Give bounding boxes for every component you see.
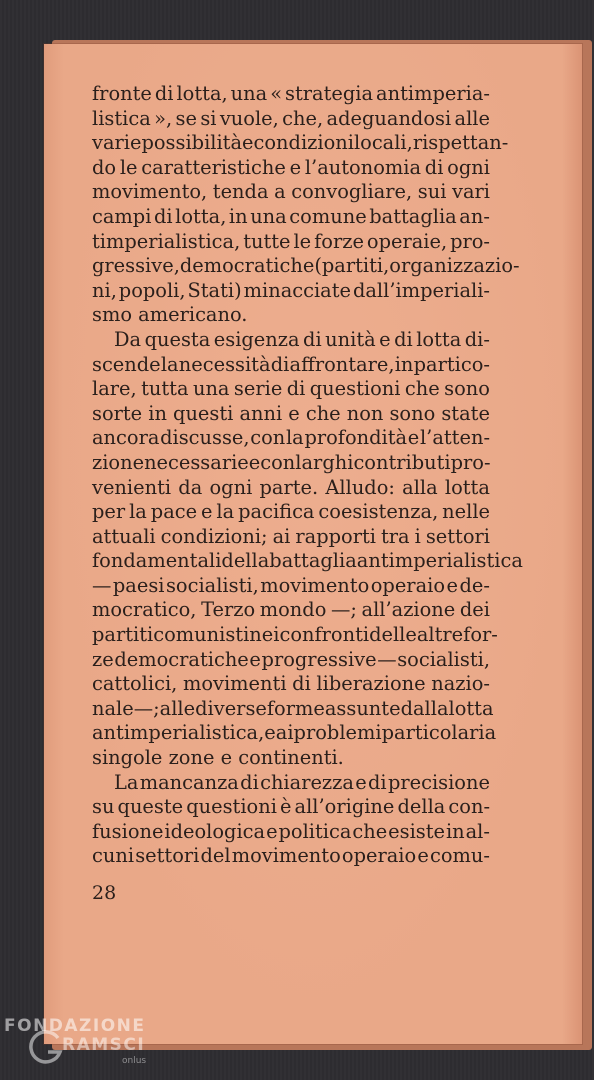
text-line: varie possibilità e condizioni locali, rispettan- [92,131,509,155]
text-line: gressive, democratiche (partiti, organizzazio- [92,254,520,278]
page-number: 28 [92,882,117,904]
text-line: per la pace e la pacifica coesistenza, nelle [92,500,490,524]
watermark-sub: onlus [122,1056,147,1066]
text-line: listica », se si vuole, che, adeguandosi alle [92,106,490,130]
text-line: do le caratteristiche e l’autonomia di ogni [92,155,490,179]
text-line: ze democratiche e progressive — socialisti, [92,647,490,671]
watermark-line1: FONDAZIONE [4,1016,146,1036]
text-line: antimperialistica, e ai problemi particolari a [92,721,497,745]
text-line: movimento, tenda a convogliare, sui vari [92,180,490,204]
text-line: campi di lotta, in una comune battaglia an- [92,204,490,228]
text-line: su queste questioni è all’origine della con- [92,795,490,819]
text-line: sorte in questi anni e che non sono state [92,401,490,425]
text-line: lare, tutta una serie di questioni che sono [92,377,490,401]
watermark-line2: RAMSCI [62,1035,146,1055]
text-line: singole zone e continenti. [92,746,344,770]
text-line: mocratico, Terzo mondo —; all’azione dei [92,598,490,622]
text-line: smo americano. [92,303,248,327]
text-line: nale —; alle diverse forme assunte dalla lotta [92,696,494,720]
text-line: zione necessarie e con larghi contributi pro- [92,450,491,474]
gramsci-g-logo-icon [28,1030,64,1066]
text-line: — paesi socialisti, movimento operaio e de- [92,573,490,597]
text-line: attuali condizioni; ai rapporti tra i settori [92,524,490,548]
text-line: Da questa esigenza di unità e di lotta di- [114,327,490,351]
text-line: scende la necessità di affrontare, in partico- [92,352,490,376]
text-line: timperialistica, tutte le forze operaie, pro- [92,229,490,253]
body-text [92,82,523,869]
text-line: cuni settori del movimento operaio e comu- [92,844,490,868]
text-line: fusione ideologica e politica che esiste in al- [92,819,490,843]
text-line: partiti comunisti nei confronti delle altre for- [92,623,498,647]
text-line: ancora discusse, con la profondità e l’atten- [92,426,490,450]
text-line: cattolici, movimenti di liberazione nazio- [92,672,490,696]
text-line: fronte di lotta, una « strategia antimperia- [92,82,490,105]
fondazione-gramsci-watermark [4,1016,154,1080]
text-line: ni, popoli, Stati) minacciate dall’imperiali- [92,278,490,302]
text-line: La mancanza di chiarezza e di precisione [114,770,490,794]
text-line: venienti da ogni parte. Alludo: alla lotta [92,475,490,499]
text-line: fondamentali della battaglia antimperialistica [92,549,523,573]
